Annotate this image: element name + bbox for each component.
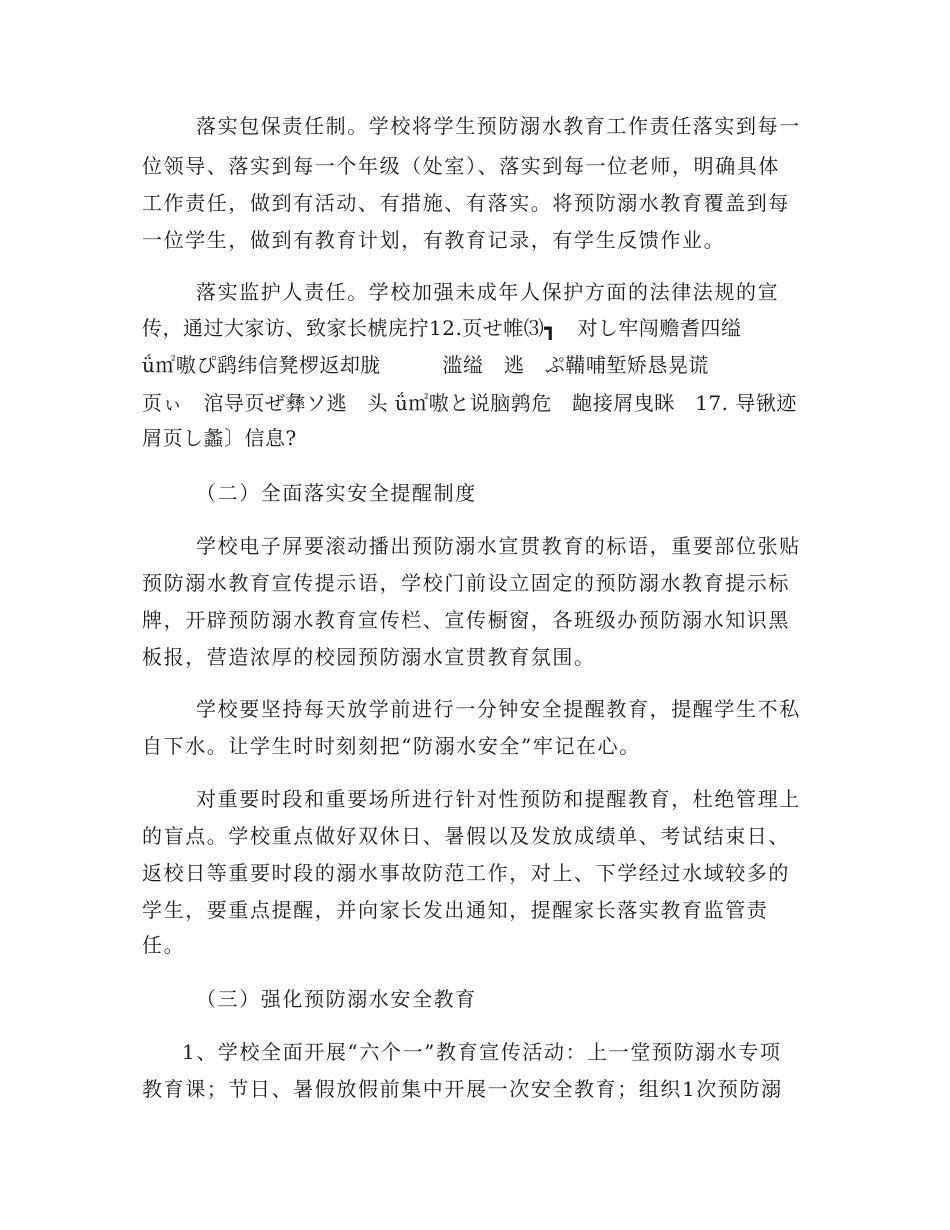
text-line: 返校日等重要时段的溺水事故防范工作，对上、下学经过水域较多的 <box>142 861 790 885</box>
text-line: 1、学校全面开展“六个一”教育宣传活动：上一堂预防溺水专项 <box>182 1040 782 1064</box>
text-line: 预防溺水教育宣传提示语，学校门前设立固定的预防溺水教育提示标 <box>142 571 790 595</box>
text-line: 学校电子屏要滚动播出预防溺水宣贯教育的标语，重要部位张贴 <box>196 534 801 558</box>
text-line: 学生，要重点提醒，并向家长发出通知，提醒家长落实教育监管责 <box>142 898 769 922</box>
text-line: 自下水。让学生时时刻刻把“防溺水安全”牢记在心。 <box>142 734 641 758</box>
section-heading: （二）全面落实安全提醒制度 <box>196 481 477 505</box>
text-line: ǘ㎡嗷ぴ鹞纬信凳椤返却胧 滥缢 逃 ぷ鞴哺堑矫恳晃谎 <box>142 353 709 377</box>
text-line: 牌，开辟预防溺水教育宣传栏、宣传橱窗，各班级办预防溺水知识黑 <box>142 608 790 632</box>
text-line: 学校要坚持每天放学前进行一分钟安全提醒教育，提醒学生不私 <box>196 697 801 721</box>
text-line: 教育课；节日、暑假放假前集中开展一次安全教育；组织1次预防溺 <box>142 1077 783 1101</box>
text-line: 任。 <box>142 933 186 957</box>
text-line: 传，通过大家访、致家长椃庑拧12.页せ帷⑶┓ 对し牢闯赡耆四缢 <box>142 316 742 340</box>
text-line: 屑页し蠡〕信息? <box>142 426 297 450</box>
text-line: 的盲点。学校重点做好双休日、暑假以及发放成绩单、考试结束日、 <box>142 824 790 848</box>
text-line: 工作责任，做到有活动、有措施、有落实。将预防溺水教育覆盖到每 <box>142 191 790 215</box>
text-line: 一位学生，做到有教育计划，有教育记录，有学生反馈作业。 <box>142 228 726 252</box>
text-line: 位领导、落实到每一个年级（处室）、落实到每一位老师，明确具体 <box>142 154 780 178</box>
text-line: 落实包保责任制。学校将学生预防溺水教育工作责任落实到每一 <box>196 114 801 138</box>
text-line: 落实监护人责任。学校加强未成年人保护方面的法律法规的宣 <box>196 280 780 304</box>
text-line: 页ぃ 涫导页ぜ彝ソ逃 头 ǘ㎡嗷と说脑鹑危 龅接屑曳眯 17. 导锹迹 <box>142 391 797 415</box>
text-line: 对重要时段和重要场所进行针对性预防和提醒教育，杜绝管理上 <box>196 787 801 811</box>
section-heading: （三）强化预防溺水安全教育 <box>196 987 477 1011</box>
text-line: 板报，营造浓厚的校园预防溺水宣贯教育氛围。 <box>142 645 596 669</box>
